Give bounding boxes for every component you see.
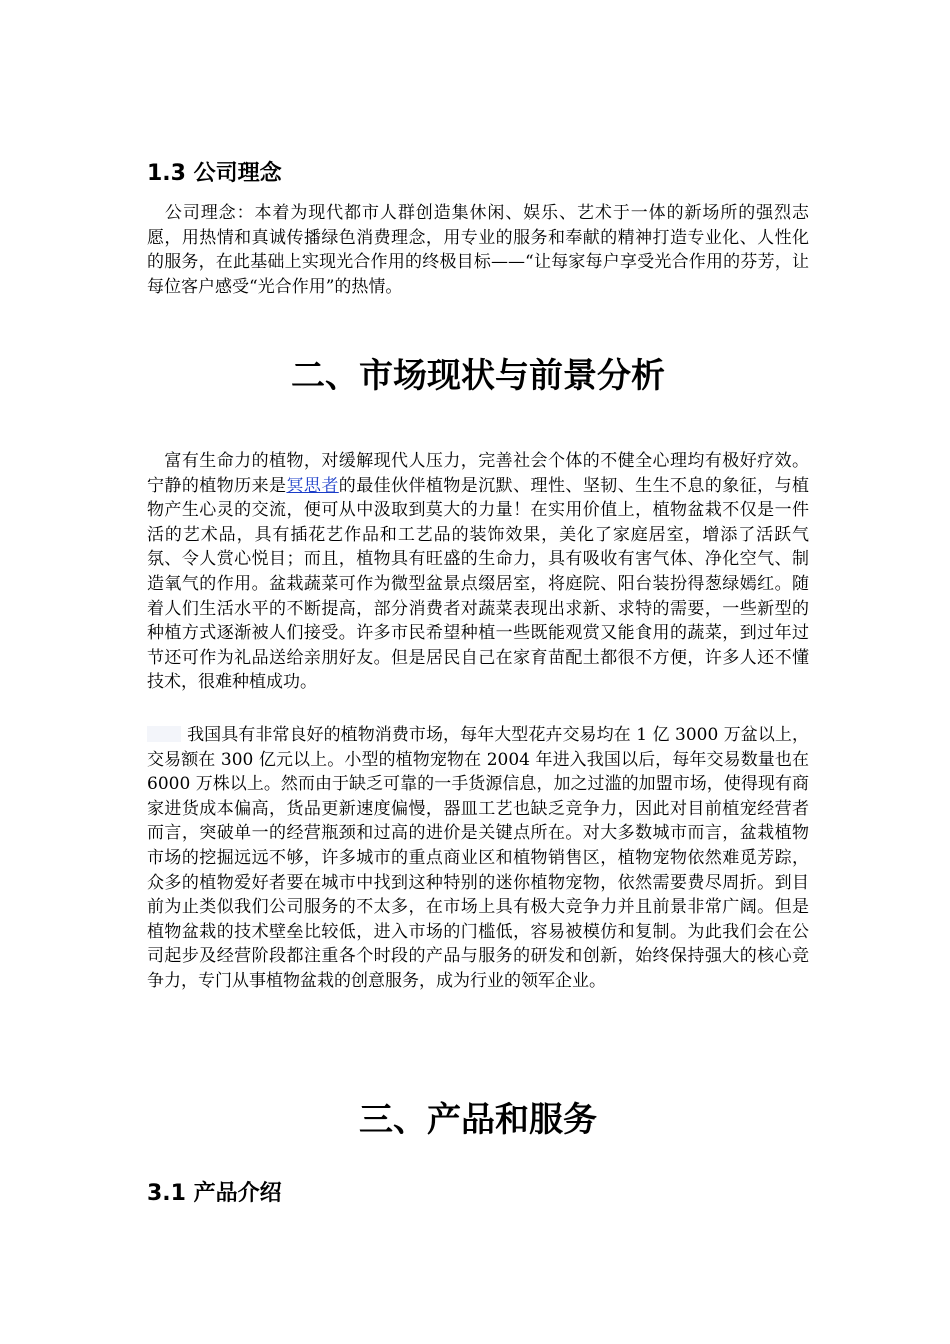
meditator-link[interactable]: 冥思者 bbox=[286, 475, 339, 496]
company-philosophy-text: 公司理念：本着为现代都市人群创造集休闲、娱乐、艺术于一体的新场所的强烈志愿，用热情和真诚传播绿色消费理念，用专业的服务和奉献的精神打造专业化、人性化的服务，在此基础上实现光合作用的终极目标——“让每家每户享受光合作用的芬芳，让每位客户感受“光合作用”的热情。 bbox=[147, 203, 809, 297]
paragraph-1-text-end: 的最佳伙伴植物是沉默、理性、坚韧、生生不息的象征，与植物产生心灵的交流，便可从中汲取到莫大的力量！在实用价值上，植物盆栽不仅是一件活的艺术品，具有插花艺作品和工艺品的装饰效果，美化了家庭居室，增添了活跃气氛、令人赏心悦目；而且，植物具有旺盛的生命力，具有吸收有害气体、净化空气、制造氧气的作用。盆栽蔬菜可作为微型盆景点缀居室，将庭院、阳台装扮得葱绿嫣红。随着人们生活水平的不断提高，部分消费者对蔬菜表现出求新、求特的需要，一些新型的种植方式逐渐被人们接受。许多市民希望种植一些既能观赏又能食用的蔬菜，到过年过节还可作为礼品送给亲朋好友。但是居民自己在家育苗配土都很不方便，许多人还不懂技术，很难种植成功。 bbox=[147, 475, 810, 693]
market-status-paragraph-2 bbox=[147, 723, 809, 994]
paragraph-indent-highlight bbox=[147, 726, 181, 742]
paragraph-2-text: 我国具有非常良好的植物消费市场，每年大型花卉交易均在 1 亿 3000 万盆以上，交易额在 300 亿元以上。小型的植物宠物在 2004 年进入我国以后，每年交易数量也在 6000 万株以上。然而由于缺乏可靠的一手货源信息，加之过滥的加盟市场，使得现有商家进货成本偏高，货品更新速度偏慢，器皿工艺也缺乏竞争力，因此对目前植宠经营者而言，突破单一的经营瓶颈和过高的进价是关键点所在。对大多数城市而言，盆栽植物市场的挖掘远远不够，许多城市的重点商业区和植物销售区，植物宠物依然难觅芳踪，众多的植物爱好者要在城市中找到这种特别的迷你植物宠物，依然需要费尽周折。到目前为止类似我们公司服务的不太多，在市场上具有极大竞争力并且前景非常广阔。但是植物盆栽的技术壁垒比较低，进入市场的门槛低，容易被模仿和复制。为此我们会在公司起步及经营阶段都注重各个时段的产品与服务的研发和创新，始终保持强大的核心竞争力，专门从事植物盆栽的创意服务，成为行业的领军企业。 bbox=[147, 725, 809, 991]
section-heading-1-3: 1.3 公司理念 bbox=[147, 161, 282, 186]
company-philosophy-paragraph bbox=[147, 201, 809, 299]
market-status-paragraph-1 bbox=[147, 449, 809, 695]
chapter-3-heading: 三、产品和服务 bbox=[359, 1100, 597, 1140]
chapter-2-heading: 二、市场现状与前景分析 bbox=[291, 356, 665, 396]
section-heading-3-1: 3.1 产品介绍 bbox=[147, 1181, 282, 1206]
paragraph-1-text-start: 富有生命力的植物，对缓解现代人压力，完善社会个体的不健全心理均有极好疗效。宁静的植物历来是 bbox=[147, 451, 809, 496]
